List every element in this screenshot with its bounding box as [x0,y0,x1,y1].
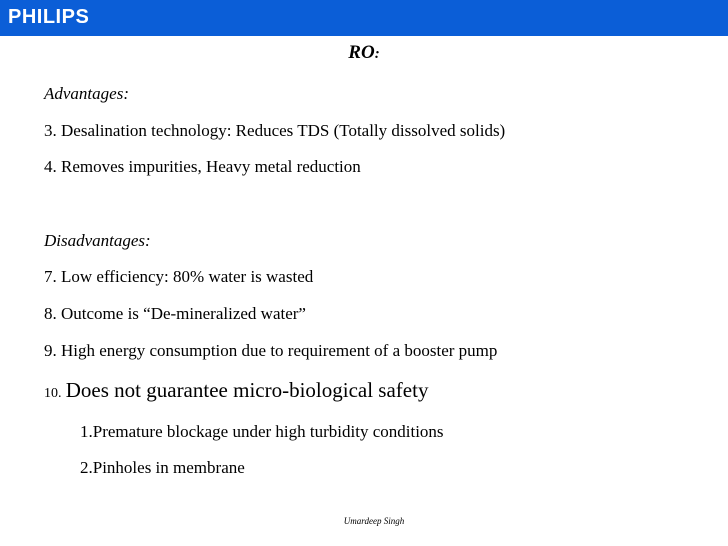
point-10-text: Does not guarantee micro-biological safety [65,378,429,402]
point-10-number: 10. [44,386,62,401]
advantage-item: 3. Desalination technology: Reduces TDS (Totally dissolved solids) [44,121,506,140]
point-10 [44,378,428,403]
philips-logo: PHILIPS [8,6,90,28]
advantage-item: 4. Removes impurities, Heavy metal reduction [44,157,361,176]
footer-author: Umardeep Singh [343,516,405,526]
disadvantage-item: 8. Outcome is “De-mineralized water” [44,304,306,323]
advantages-heading: Advantages: [44,84,129,103]
disadvantage-item: 9. High energy consumption due to requirement of a booster pump [44,341,498,360]
subpoint-item: 1.Premature blockage under high turbidity conditions [80,422,444,441]
slide-title-colon: : [374,46,380,62]
header-bar [0,0,728,36]
slide-title [0,42,728,64]
disadvantage-item: 7. Low efficiency: 80% water is wasted [44,267,314,286]
disadvantages-heading: Disadvantages: [44,231,151,250]
slide-title-text: RO [348,42,375,63]
subpoint-item: 2.Pinholes in membrane [80,458,245,477]
